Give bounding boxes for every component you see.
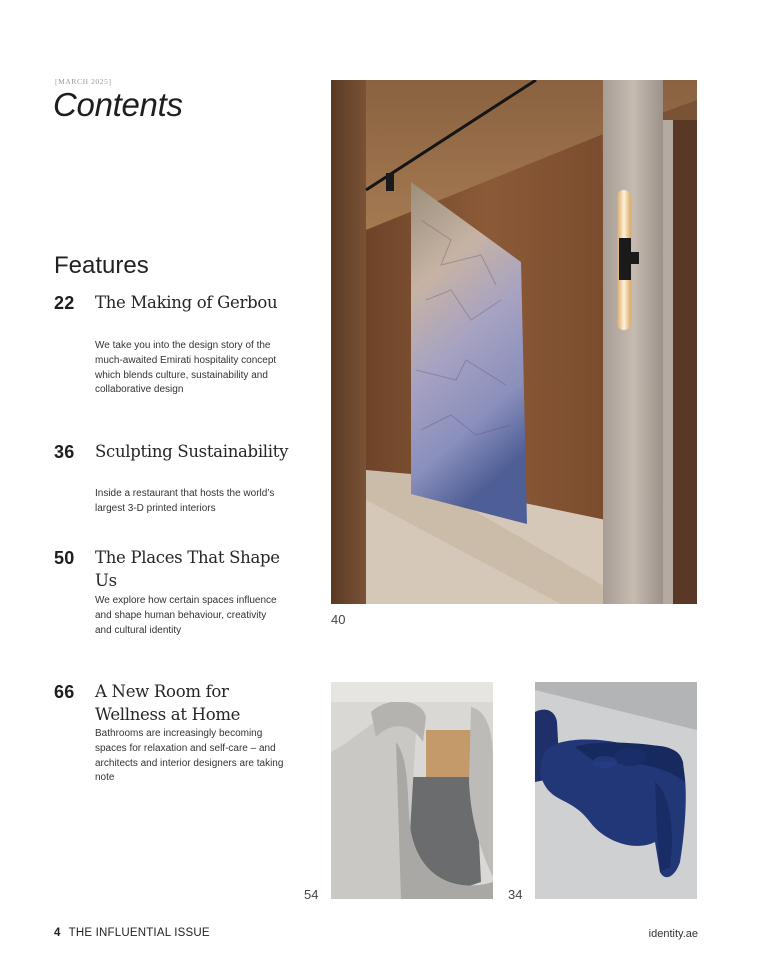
section-title: Features	[54, 252, 149, 279]
feature-title: The Making of Gerbou	[95, 293, 278, 312]
blue-sofa-photo[interactable]	[535, 682, 697, 899]
feature-description: Inside a restaurant that hosts the world’s largest 3-D printed interiors	[95, 488, 275, 514]
feature-description: We explore how certain spaces influence and shape human behaviour, creativity and cultural identity	[95, 595, 277, 636]
feature-page-number: 50	[54, 548, 75, 568]
page-title: Contents	[53, 86, 183, 123]
photo-caption-page: 34	[508, 887, 523, 902]
footer-website-link[interactable]: identity.ae	[648, 928, 698, 940]
feature-description: We take you into the design story of the much-awaited Emirati hospitality concept which blends culture, sustainability and collaborative design	[95, 340, 277, 396]
footer-issue-name: THE INFLUENTIAL ISSUE	[68, 927, 210, 939]
feature-description: Bathrooms are increasingly becoming spaces for relaxation and self-care – and architects and interior designers are taking note	[95, 728, 284, 784]
corridor-artwork-photo[interactable]	[331, 80, 697, 604]
footer-issue	[54, 927, 210, 939]
issue-date: [MARCH 2025]	[55, 77, 112, 86]
feature-title: A New Room for Wellness at Home	[95, 682, 241, 724]
feature-title: The Places That Shape Us	[95, 548, 280, 590]
feature-title: Sculpting Sustainability	[95, 442, 289, 461]
blue-sofa-illustration	[535, 682, 697, 899]
feature-page-number: 66	[54, 682, 75, 702]
feature-page-number: 36	[54, 442, 75, 462]
feature-page-number: 22	[54, 293, 75, 313]
curved-staircase-illustration	[331, 682, 493, 899]
footer-page-number: 4	[54, 927, 61, 939]
photo-caption-page: 54	[304, 887, 319, 902]
curved-staircase-photo[interactable]	[331, 682, 493, 899]
corridor-artwork-illustration	[331, 80, 697, 604]
photo-caption-page: 40	[331, 612, 346, 627]
